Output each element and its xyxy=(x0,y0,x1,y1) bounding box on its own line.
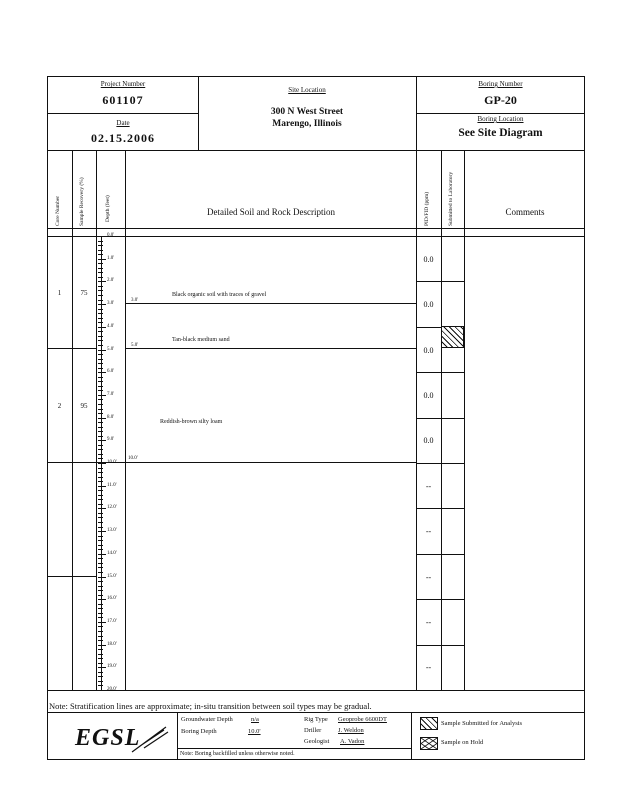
geologist-label: Geologist xyxy=(304,738,330,745)
depth-minor-tick xyxy=(98,431,103,432)
depth-minor-tick xyxy=(98,636,103,637)
depth-minor-tick xyxy=(98,590,103,591)
depth-minor-tick xyxy=(98,586,103,587)
strata-description: Tan-black medium sand xyxy=(172,337,230,343)
depth-minor-tick xyxy=(98,472,103,473)
pid-row-divider xyxy=(416,554,464,555)
depth-minor-tick xyxy=(98,613,103,614)
depth-tick-label: 3.0' xyxy=(107,301,115,306)
site-location-label: Site Location xyxy=(288,86,326,94)
geologist-value: A. Vadon xyxy=(340,738,365,745)
depth-minor-tick xyxy=(98,504,103,505)
depth-tick-label: 18.0' xyxy=(107,642,117,647)
depth-major-tick xyxy=(98,236,106,237)
boring-log-form xyxy=(47,76,585,760)
depth-minor-tick xyxy=(98,608,103,609)
rig-type-value: Geoprobe 6600DT xyxy=(338,716,387,723)
depth-minor-tick xyxy=(98,363,103,364)
date: 02.15.2006 xyxy=(91,131,155,145)
depth-minor-tick xyxy=(98,595,103,596)
stratification-note: Note: Stratification lines are approximate; in-situ transition between soil types may be gradual. xyxy=(49,701,372,711)
depth-major-tick xyxy=(98,395,106,396)
core-recovery: 75 xyxy=(80,289,88,297)
depth-minor-tick xyxy=(98,558,103,559)
depth-minor-tick xyxy=(98,422,103,423)
egsl-logo: EGSL xyxy=(70,722,170,756)
depth-ruler xyxy=(96,233,125,690)
depth-minor-tick xyxy=(98,368,103,369)
depth-major-tick xyxy=(98,259,106,260)
depth-tick-label: 9.0' xyxy=(107,437,115,442)
depth-major-tick xyxy=(98,440,106,441)
pid-reading: 0.0 xyxy=(423,436,434,445)
depth-minor-tick xyxy=(98,663,103,664)
depth-minor-tick xyxy=(98,549,103,550)
cross-hatch-icon xyxy=(421,738,437,749)
groundwater-value: n/a xyxy=(251,716,259,723)
col-header-core-number: Core Number xyxy=(55,195,61,226)
driller-value: J. Weldon xyxy=(338,727,364,734)
strata-description: Black organic soil with traces of gravel xyxy=(172,292,267,298)
col-header-comments: Comments xyxy=(505,207,545,217)
depth-major-tick xyxy=(98,350,106,351)
boring-location: See Site Diagram xyxy=(458,127,543,139)
depth-minor-tick xyxy=(98,300,103,301)
groundwater-label: Groundwater Depth xyxy=(181,716,233,723)
depth-tick-label: 5.0' xyxy=(107,347,115,352)
depth-minor-tick xyxy=(98,658,103,659)
depth-minor-tick xyxy=(98,277,103,278)
depth-minor-tick xyxy=(98,604,103,605)
strata-boundary xyxy=(125,303,416,304)
depth-minor-tick xyxy=(98,449,103,450)
depth-minor-tick xyxy=(98,672,103,673)
depth-minor-tick xyxy=(98,295,103,296)
depth-minor-tick xyxy=(98,286,103,287)
depth-minor-tick xyxy=(98,617,103,618)
site-address-line-2: Marengo, Illinois xyxy=(272,119,342,129)
depth-minor-tick xyxy=(98,631,103,632)
pid-reading: -- xyxy=(425,527,432,536)
depth-tick-label: 4.0' xyxy=(107,324,115,329)
depth-minor-tick xyxy=(98,272,103,273)
depth-minor-tick xyxy=(98,331,103,332)
depth-minor-tick xyxy=(98,522,103,523)
depth-major-tick xyxy=(98,531,106,532)
depth-tick-label: 7.0' xyxy=(107,392,115,397)
depth-tick-label: 8.0' xyxy=(107,415,115,420)
depth-minor-tick xyxy=(98,390,103,391)
strata-boundary xyxy=(47,462,416,463)
project-number: 601107 xyxy=(102,93,144,107)
depth-tick-label: 2.0' xyxy=(107,278,115,283)
depth-minor-tick xyxy=(98,681,103,682)
depth-minor-tick xyxy=(98,340,103,341)
depth-minor-tick xyxy=(98,381,103,382)
pid-row-divider xyxy=(416,599,464,600)
depth-tick-label: 17.0' xyxy=(107,619,117,624)
depth-minor-tick xyxy=(98,386,103,387)
depth-minor-tick xyxy=(98,322,103,323)
col-header-submitted: Submitted to Laboratory xyxy=(448,171,454,226)
pid-reading: -- xyxy=(425,663,432,672)
col-header-depth: Depth (feet) xyxy=(105,195,111,222)
depth-minor-tick xyxy=(98,685,103,686)
boring-location-label: Boring Location xyxy=(477,115,524,123)
pid-row-divider xyxy=(416,645,464,646)
pid-row-divider xyxy=(416,463,464,464)
depth-tick-label: 14.0' xyxy=(107,551,117,556)
legend-submitted-label: Sample Submitted for Analysis xyxy=(441,720,523,727)
depth-minor-tick xyxy=(98,254,103,255)
depth-minor-tick xyxy=(98,404,103,405)
depth-minor-tick xyxy=(98,468,103,469)
depth-minor-tick xyxy=(98,427,103,428)
depth-tick-label: 6.0' xyxy=(107,369,115,374)
depth-minor-tick xyxy=(98,454,103,455)
core-number: 1 xyxy=(57,289,62,297)
strata-boundary-label: 3.0' xyxy=(131,298,139,303)
depth-minor-tick xyxy=(98,413,103,414)
depth-minor-tick xyxy=(98,545,103,546)
date-label: Date xyxy=(116,119,130,127)
depth-major-tick xyxy=(98,667,106,668)
depth-minor-tick xyxy=(98,359,103,360)
depth-major-tick xyxy=(98,372,106,373)
depth-minor-tick xyxy=(98,649,103,650)
depth-minor-tick xyxy=(98,490,103,491)
depth-minor-tick xyxy=(98,263,103,264)
boring-number-label: Boring Number xyxy=(478,80,523,88)
core-recovery: 95 xyxy=(80,402,88,410)
pid-reading: -- xyxy=(425,618,432,627)
col-divider-submitted xyxy=(464,150,465,690)
depth-minor-tick xyxy=(98,676,103,677)
pid-reading: 0.0 xyxy=(423,255,434,264)
depth-major-tick xyxy=(98,508,106,509)
boring-depth-label: Boring Depth xyxy=(181,728,217,735)
depth-minor-tick xyxy=(98,309,103,310)
col-divider-core xyxy=(72,150,73,690)
depth-minor-tick xyxy=(98,654,103,655)
depth-minor-tick xyxy=(98,540,103,541)
col-header-description: Detailed Soil and Rock Description xyxy=(207,207,335,217)
legend-submitted-swatch xyxy=(420,717,438,730)
depth-minor-tick xyxy=(98,563,103,564)
depth-minor-tick xyxy=(98,336,103,337)
pid-reading: -- xyxy=(425,482,432,491)
depth-minor-tick xyxy=(98,581,103,582)
boring-number: GP-20 xyxy=(484,93,517,107)
depth-minor-tick xyxy=(98,445,103,446)
depth-minor-tick xyxy=(98,499,103,500)
depth-major-tick xyxy=(98,463,106,464)
core-number: 2 xyxy=(57,402,62,410)
depth-minor-tick xyxy=(98,513,103,514)
pid-row-divider xyxy=(416,281,464,282)
strata-boundary xyxy=(125,348,416,349)
depth-minor-tick xyxy=(98,495,103,496)
depth-minor-tick xyxy=(98,241,103,242)
depth-minor-tick xyxy=(98,640,103,641)
col-header-pid: PID/FID (ppm) xyxy=(424,191,430,226)
depth-minor-tick xyxy=(98,290,103,291)
rig-type-label: Rig Type xyxy=(304,716,328,723)
depth-major-tick xyxy=(98,281,106,282)
depth-major-tick xyxy=(98,599,106,600)
depth-minor-tick xyxy=(98,527,103,528)
depth-major-tick xyxy=(98,486,106,487)
project-number-label: Project Number xyxy=(100,80,146,88)
depth-tick-label: 1.0' xyxy=(107,256,115,261)
col-divider-depth xyxy=(125,150,126,690)
depth-major-tick xyxy=(98,304,106,305)
depth-minor-tick xyxy=(98,318,103,319)
depth-tick-label: 12.0' xyxy=(107,505,117,510)
quill-icon xyxy=(130,724,170,754)
depth-minor-tick xyxy=(98,345,103,346)
depth-minor-tick xyxy=(98,354,103,355)
pid-row-divider xyxy=(416,372,464,373)
depth-minor-tick xyxy=(98,436,103,437)
depth-major-tick xyxy=(98,622,106,623)
pid-row-divider xyxy=(416,508,464,509)
depth-tick-label: 11.0' xyxy=(107,483,117,488)
depth-minor-tick xyxy=(98,481,103,482)
depth-major-tick xyxy=(98,645,106,646)
pid-reading: 0.0 xyxy=(423,391,434,400)
depth-major-tick xyxy=(98,327,106,328)
depth-minor-tick xyxy=(98,313,103,314)
depth-tick-label: 15.0' xyxy=(107,574,117,579)
col-divider-pid xyxy=(441,150,442,690)
boring-depth-value: 10.0' xyxy=(248,728,261,735)
col-divider-description xyxy=(416,150,417,690)
depth-minor-tick xyxy=(98,409,103,410)
depth-tick-label: 19.0' xyxy=(107,664,117,669)
depth-tick-label: 0.0' xyxy=(107,233,115,238)
depth-major-tick xyxy=(98,554,106,555)
depth-minor-tick xyxy=(98,536,103,537)
depth-minor-tick xyxy=(98,517,103,518)
sample-submitted-marker xyxy=(441,326,464,348)
legend-hold-swatch xyxy=(420,737,438,750)
depth-major-tick xyxy=(98,418,106,419)
backfill-note: Note: Boring backfilled unless otherwise noted. xyxy=(180,751,295,757)
pid-reading: 0.0 xyxy=(423,346,434,355)
depth-minor-tick xyxy=(98,268,103,269)
depth-minor-tick xyxy=(98,377,103,378)
pid-reading: -- xyxy=(425,573,432,582)
col-header-sample-recovery: Sample Recovery (%) xyxy=(79,177,85,226)
strata-boundary-label: 10.0' xyxy=(128,456,138,461)
depth-minor-tick xyxy=(98,250,103,251)
depth-minor-tick xyxy=(98,567,103,568)
driller-label: Driller xyxy=(304,727,322,734)
pid-row-divider xyxy=(416,418,464,419)
site-address-line-1: 300 N West Street xyxy=(270,107,344,117)
depth-tick-label: 16.0' xyxy=(107,596,117,601)
depth-major-tick xyxy=(98,577,106,578)
depth-minor-tick xyxy=(98,245,103,246)
depth-minor-tick xyxy=(98,572,103,573)
depth-minor-tick xyxy=(98,477,103,478)
depth-minor-tick xyxy=(98,399,103,400)
strata-boundary-label: 5.0' xyxy=(131,343,139,348)
pid-reading: 0.0 xyxy=(423,300,434,309)
depth-minor-tick xyxy=(98,626,103,627)
strata-description: Reddish-brown silty loam xyxy=(160,419,223,425)
depth-tick-label: 13.0' xyxy=(107,528,117,533)
legend-hold-label: Sample on Hold xyxy=(441,739,484,746)
depth-minor-tick xyxy=(98,458,103,459)
